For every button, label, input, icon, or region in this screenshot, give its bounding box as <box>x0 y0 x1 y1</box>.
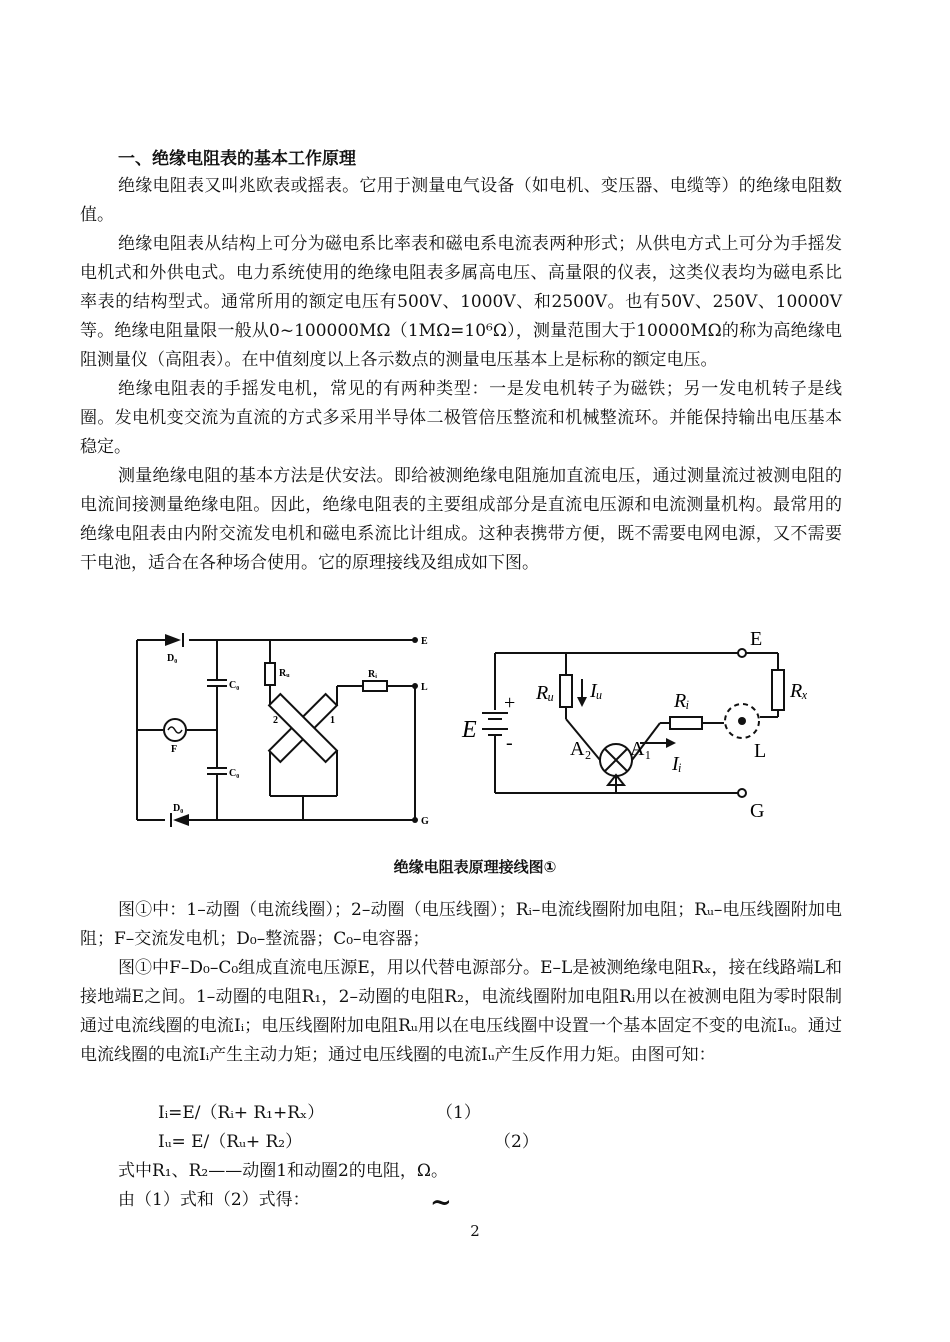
section-heading: 一、绝缘电阻表的基本工作原理 <box>118 149 356 169</box>
label-g: G <box>421 816 429 827</box>
label-coil-2: 2 <box>273 715 278 726</box>
formula-1: Iᵢ=E/（Rᵢ+ R₁+Rₓ） <box>158 1103 325 1123</box>
paragraph-1: 绝缘电阻表又叫兆欧表或摇表。它用于测量电气设备（如电机、变压器、电缆等）的绝缘电阻数值。 <box>80 176 842 225</box>
notes-text <box>80 896 842 1070</box>
paragraph-4: 测量绝缘电阻的基本方法是伏安法。即给被测绝缘电阻施加直流电压，通过测量流过被测电阻的电流间接测量绝缘电阻。因此，绝缘电阻表的主要组成部分是直流电压源和电流测量机构。最常用的绝缘电阻表由内附交流发电机和磁电系流比计组成。这种表携带方便，既不需要电网电源，又不需要干电池，适合在各种场合使用。它的原理接线及组成如下图。 <box>80 466 842 573</box>
label-ii: Iᵢ <box>672 753 682 775</box>
figure-caption: 绝缘电阻表原理接线图① <box>393 858 557 876</box>
page-number: 2 <box>470 1222 480 1240</box>
body-text <box>80 172 842 578</box>
paragraph-2: 绝缘电阻表从结构上可分为磁电系比率表和磁电系电流表两种形式；从供电方式上可分为手摇发电机式和外供电式。电力系统使用的绝缘电阻表多属高电压、高量限的仪表，这类仪表均为磁电系比率表的结构型式。通常所用的额定电压有500V、1000V、和2500V。也有50V、250V、10000V等。绝缘电阻量限一般从0~100000MΩ（1MΩ=10⁶Ω），测量范围大于10000MΩ的称为高绝缘电阻测量仪（高阻表）。在中值刻度以上各示数点的测量电压基本上是标称的额定电压。 <box>80 234 842 370</box>
label-ri: Rᵢ <box>674 690 690 712</box>
label-plus: + <box>504 692 516 714</box>
label-a1: A₁ <box>630 738 652 760</box>
label-d0-top: D₀ <box>167 653 178 664</box>
label-rx: Rₓ <box>790 680 808 702</box>
label-e-source: E <box>462 717 477 743</box>
label-l: L <box>421 682 428 693</box>
label-c0-top: C₀ <box>229 680 240 691</box>
where-line: 式中R₁、R₂——动圈1和动圈2的电阻，Ω。 <box>118 1161 448 1181</box>
label-l: L <box>754 740 767 762</box>
label-coil-1: 1 <box>330 715 335 726</box>
label-ri: Rᵢ <box>368 669 377 680</box>
label-d0-bottom: D₀ <box>173 803 184 814</box>
formula-2-number: （2） <box>494 1132 539 1152</box>
tilde-mark: ~ <box>430 1188 452 1218</box>
note-2: 图①中F–D₀–C₀组成直流电压源E，用以代替电源部分。E–L是被测绝缘电阻Rₓ，接在线路端L和接地端E之间。1–动圈的电阻R₁，2–动圈的电阻R₂，电流线圈附加电阻Rᵢ用以在被测电阻为零时限制通过电流线圈的电流Iᵢ；电压线圈附加电阻Rᵤ用以在电压线圈中设置一个基本固定不变的电流Iᵤ。通过电流线圈的电流Iᵢ产生主动力矩；通过电压线圈的电流Iᵤ产生反作用力矩。由图可知： <box>80 958 842 1065</box>
label-e-terminal: E <box>750 628 763 650</box>
label-minus: - <box>506 732 513 754</box>
note-1: 图①中：1–动圈（电流线圈）；2–动圈（电压线圈）；Rᵢ–电流线圈附加电阻；Rᵤ–电压线圈附加电阻；F–交流发电机；D₀–整流器；C₀–电容器； <box>80 900 842 949</box>
label-g: G <box>750 800 765 822</box>
label-e: E <box>421 636 428 647</box>
paragraph-3: 绝缘电阻表的手摇发电机，常见的有两种类型：一是发电机转子为磁铁；另一发电机转子是线圈。发电机变交流为直流的方式多采用半导体二极管倍压整流和机械整流环。并能保持输出电压基本稳定。 <box>80 379 842 457</box>
label-ru: Rᵤ <box>279 668 290 679</box>
formula-2: Iᵤ= E/（Rᵤ+ R₂） <box>158 1132 303 1152</box>
right-circuit-diagram <box>460 625 830 825</box>
formula-1-number: （1） <box>436 1103 481 1123</box>
from-line: 由（1）式和（2）式得： <box>118 1190 310 1210</box>
label-ru: Rᵤ <box>536 682 555 704</box>
label-c0-bottom: C₀ <box>229 768 240 779</box>
label-a2: A₂ <box>570 738 592 760</box>
left-circuit-diagram <box>125 628 445 828</box>
label-f: F <box>171 744 178 755</box>
label-iu: Iᵤ <box>590 680 603 702</box>
